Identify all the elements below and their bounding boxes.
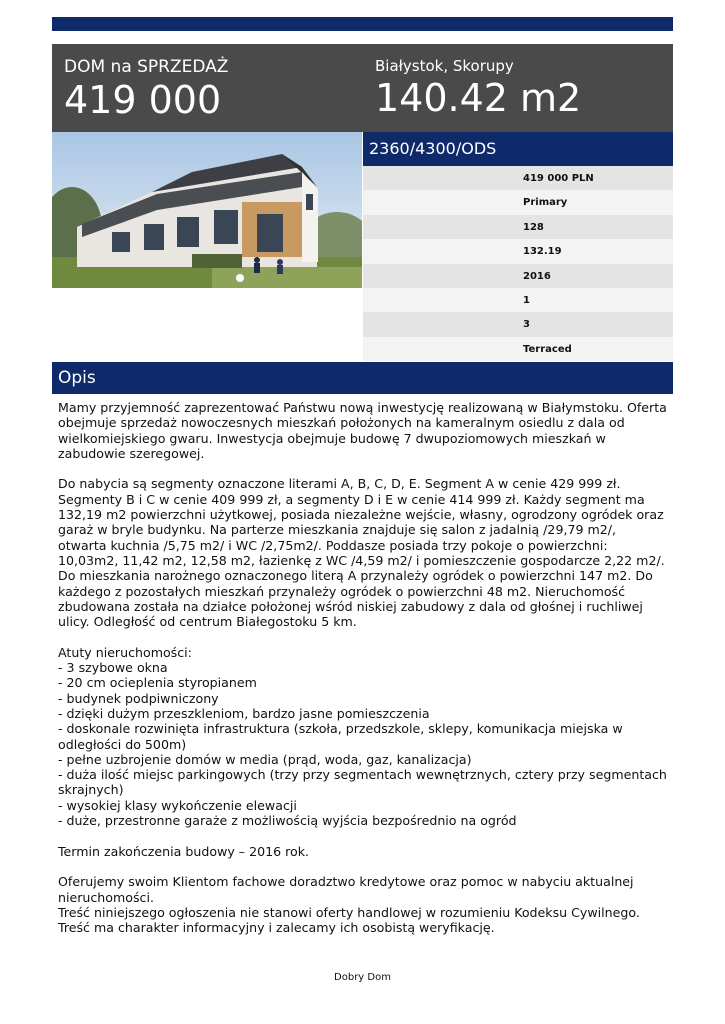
spec-row-plot <box>363 215 673 239</box>
spec-row-floors <box>363 288 673 312</box>
listing-reference: 2360/4300/ODS <box>369 139 497 158</box>
spec-row-price <box>363 166 673 190</box>
property-photo <box>52 132 362 288</box>
hero-header <box>52 44 673 132</box>
house-photo-icon <box>52 132 362 288</box>
hero-right <box>375 56 581 120</box>
footer-agency: Dobry Dom <box>334 972 391 983</box>
top-accent-bar <box>52 17 673 31</box>
listing-location: Białystok, Skorupy <box>375 57 514 75</box>
description-text: Mamy przyjemność zaprezentować Państwu nową inwestycję realizowaną w Białymstoku. Oferta obejmuje sprzedaż nowoczesnych mieszkań położonych na kameralnym osiedlu z dala od wielkomiejskiego gwaru. Inwestycja obejmuje budowę 7 dwupoziomowych mieszkań w zabudowie szeregowej. Do nabycia są segmenty oznaczone literami A, B, C, D, E. Segment A w cenie 429 999 zł. Segmenty B i C w cenie 409 999 zł, a segmenty D i E w cenie 414 999 zł. Każdy segment ma 132,19 m2 powierzchni użytkowej, posiada niezależne wejście, własny, ogrodzony ogródek oraz garaż w bryle budynku. Na parterze mieszkania znajduje się salon z jadalnią /29,79 m2/, otwarta kuchnia /5,75 m2/ i WC /2,75m2/. Poddasze posiada trzy pokoje o powierzchni: 10,03m2, 11,42 m2, 12,58 m2, łazienkę z WC /4,59 m2/ i pomieszczenie gospodarcze 2,22 m2/. Do mieszkania narożnego oznaczonego literą A przynależy ogródek o powierzchni 147 m2. Do każdego z pozostałych mieszkań przynależy ogródek o powierzchni 48 m2. Nieruchomość zbudowana została na działce położonej wśród niskiej zabudowy z dala od głośnej i ruchliwej ulicy. Odległość od centrum Białegostoku 5 km. Atuty nieruchomości: - 3 szybowe okna - 20 cm ocieplenia styropianem - budynek podpiwniczony - dzięki dużym przeszkleniom, bardzo jasne pomieszczenia - doskonale rozwinięta infrastruktura (szkoła, przedszkole, sklepy, komunikacja miejska w odległości do 500m) - pełne uzbrojenie domów w media (prąd, woda, gaz, kanalizacja) - duża ilość miejsc parkingowych (trzy przy segmentach wewnętrznych, cztery przy segmentach skrajnych) - wysokiej klasy wykończenie elewacji - duże, przestronne garaże z możliwością wyjścia bezpośrednio na ogród Termin zakończenia budowy – 2016 rok. Oferujemy swoim Klientom fachowe doradztwo kredytowe oraz pomoc w nabyciu aktualnej nieruchomości. Treść niniejszego ogłoszenia nie stanowi oferty handlowej w rozumieniu Kodeksu Cywilnego. Treść ma charakter informacyjny i zalecamy ich osobistą weryfikację. <box>58 400 667 936</box>
description-section-bar <box>52 362 673 394</box>
spec-value: Primary <box>523 197 568 209</box>
reference-bar <box>363 132 673 166</box>
spec-value: 1 <box>523 294 530 306</box>
listing-type: DOM na SPRZEDAŻ <box>64 57 229 77</box>
spec-value: 2016 <box>523 270 551 282</box>
spec-value: 419 000 PLN <box>523 173 594 184</box>
spec-row-rooms <box>363 312 673 336</box>
spec-value: 128 <box>523 221 544 233</box>
spec-value: 132.19 <box>523 246 562 258</box>
listing-area: 140.42 m2 <box>375 76 582 120</box>
spec-value: Terraced <box>523 343 572 355</box>
hero-left <box>64 56 228 122</box>
spec-row-usable-area <box>363 239 673 263</box>
listing-price: 419 000 <box>64 78 222 122</box>
spec-row-year <box>363 264 673 288</box>
section-title: Opis <box>58 368 96 388</box>
spec-table <box>363 166 673 361</box>
spec-value: 3 <box>523 319 530 331</box>
spec-row-market <box>363 190 673 214</box>
spec-row-building-type <box>363 337 673 361</box>
